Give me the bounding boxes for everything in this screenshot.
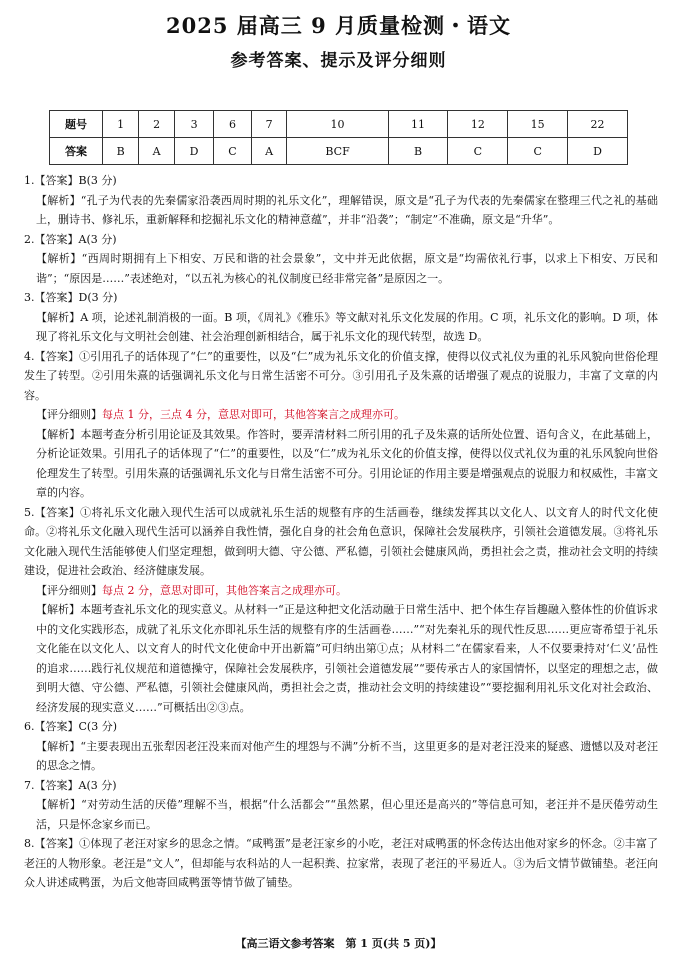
analysis-paragraph bbox=[24, 795, 658, 834]
answer-explanations bbox=[24, 171, 658, 893]
question-number: 22 bbox=[568, 111, 628, 138]
answer-line bbox=[24, 288, 658, 308]
analysis-paragraph bbox=[24, 737, 658, 776]
analysis-paragraph bbox=[24, 308, 658, 347]
question-number: 1 bbox=[103, 111, 139, 138]
paragraph-text: 8.【答案】①体现了老汪对家乡的思念之情。“咸鸭蛋”是老汪家乡的小吃，老汪对咸鸭蛋的怀念传达出他对家乡的怀念。②丰富了老汪的人物形象。老汪是“文人”，但却能与农科站的人一起积粪、拉家常，表现了老汪的平易近人。③为后文情节做铺垫。老汪向众人讲述咸鸭蛋，为后文他寄回咸鸭蛋等情节做了铺垫。 bbox=[24, 837, 658, 889]
answer-row bbox=[50, 138, 628, 165]
paragraph-text: 5.【答案】①将礼乐文化融入现代生活可以成就礼乐生活的规整有序的生活画卷，继续发挥其以文化人、以文育人的时代文化使命。②将礼乐文化融入现代生活可以涵养自我性情，强化自身的社会角色意识，保障社会发展秩序，引领社会道德发展。③将礼乐文化融入现代生活能够使人们坚定理想，做到明大德、守公德、严私德，引领社会健康风尚，勇担社会之责，推动社会文明的持续建设，促进社会政治、经济健康发展。 bbox=[24, 505, 658, 577]
scoring-note: 每点 1 分，三点 4 分，意思对即可，其他答案言之成理亦可。 bbox=[102, 408, 405, 421]
answer-line bbox=[24, 230, 658, 250]
paragraph-text: 【解析】“主要表现出五张犁因老汪没来而对他产生的埋怨与不满”分析不当，这里更多的是对老汪没来的疑惑、遗憾以及对老汪的思念之情。 bbox=[36, 739, 658, 772]
answer-cell: C bbox=[214, 138, 252, 165]
analysis-paragraph bbox=[24, 249, 658, 288]
question-number: 10 bbox=[287, 111, 388, 138]
analysis-paragraph bbox=[24, 600, 658, 717]
question-number: 12 bbox=[448, 111, 508, 138]
question-number: 7 bbox=[251, 111, 287, 138]
question-number: 2 bbox=[139, 111, 175, 138]
page-footer: 【高三语文参考答案 第 1 页(共 5 页)】 bbox=[235, 937, 442, 950]
paragraph-text: 【解析】“对劳动生活的厌倦”理解不当，根据“什么活都会”“虽然累，但心里还是高兴的”等信息可知，老汪并不是厌倦劳动生活，只是怀念家乡而已。 bbox=[36, 798, 658, 831]
answer-cell: B bbox=[388, 138, 448, 165]
paragraph-text: 4.【答案】①引用孔子的话体现了“仁”的重要性，以及“仁”成为礼乐文化的价值支撑，使得以仪式礼仪为重的礼乐风貌向世俗伦理发生了转型。②引用朱熹的话强调礼乐文化与日常生活密不可分。③引用孔子及朱熹的话增强了观点的说服力，丰富了文章的内容。 bbox=[24, 349, 658, 402]
answer-line bbox=[24, 347, 658, 406]
paragraph-text: 【评分细则】 bbox=[36, 583, 102, 597]
question-number: 3 bbox=[174, 111, 213, 138]
paragraph-text: 2.【答案】A(3 分) bbox=[24, 232, 117, 246]
scoring-rules bbox=[24, 405, 658, 425]
answer-cell: C bbox=[448, 138, 508, 165]
answer-cell: C bbox=[508, 138, 568, 165]
answer-line bbox=[24, 776, 658, 796]
row-label: 题号 bbox=[50, 111, 103, 138]
page-title: 2025 届高三 9 月质量检测・语文 bbox=[166, 13, 511, 38]
answer-cell: B bbox=[103, 138, 139, 165]
row-label: 答案 bbox=[50, 138, 103, 165]
paragraph-text: 【解析】本题考查分析引用论证及其效果。作答时，要弄清材料二所引用的孔子及朱熹的话所处位置、语句含义，在此基础上，分析论证效果。引用孔子的话体现了“仁”的重要性，以及“仁”成为礼乐文化的价值支撑，使得以仪式礼仪为重的礼乐风貌向世俗伦理发生了转型。引用朱熹的话强调礼乐文化与日常生活密不可分。引用论证的作用主要是增强观点的说服力和权威性，丰富文章的内容。 bbox=[36, 427, 658, 499]
analysis-paragraph bbox=[24, 191, 658, 230]
scoring-note: 每点 2 分，意思对即可，其他答案言之成理亦可。 bbox=[102, 583, 347, 597]
answer-cell: D bbox=[568, 138, 628, 165]
answer-line bbox=[24, 834, 658, 893]
paragraph-text: 【解析】本题考查礼乐文化的现实意义。从材料一“正是这种把文化活动融于日常生活中、把个体生存旨趣融入整体性的价值诉求中的文化实践形态，成就了礼乐文化亦即礼乐生活的规整有序的生活画卷……”“对先秦礼乐的现代性反思……更应寄希望于礼乐文化能在以文化人、以文育人的时代文化使命中开出新篇”可归纳出第①点；从材料二“在儒家看来，人不仅要秉持对‘仁义’品性的追求……践行礼仪规范和道德操守，保障社会发展秩序，引领社会道德发展”“要传承古人的家国情怀，以坚定的理想之志，做到明大德、守公德、严私德，引领社会健康风尚，勇担社会之责，推动社会文明的持续建设”“要挖掘利用礼乐文化对社会政治、经济发展的现实意义……”可概括出②③点。 bbox=[36, 603, 658, 714]
paragraph-text: 【解析】“西周时期拥有上下相安、万民和谐的社会景象”，文中并无此依据，原文是“均需依礼行事，以求上下相安、万民和谐”；“原因是……”表述绝对，“以五礼为核心的礼仪制度已经非常完备”是原因之一。 bbox=[36, 252, 658, 285]
paragraph-text: 【评分细则】 bbox=[36, 408, 102, 421]
scoring-rules bbox=[24, 581, 658, 601]
question-number: 11 bbox=[388, 111, 448, 138]
paragraph-text: 7.【答案】A(3 分) bbox=[24, 778, 117, 792]
answer-line bbox=[24, 171, 658, 191]
answer-line bbox=[24, 717, 658, 737]
answer-table bbox=[49, 110, 628, 165]
question-number: 6 bbox=[214, 111, 252, 138]
answer-line bbox=[24, 503, 658, 581]
answer-cell: D bbox=[174, 138, 213, 165]
question-number: 15 bbox=[508, 111, 568, 138]
paragraph-text: 3.【答案】D(3 分) bbox=[24, 291, 118, 304]
paragraph-text: 【解析】“孔子为代表的先秦儒家沿袭西周时期的礼乐文化”，理解错误，原文是“孔子为代表的先秦儒家在整理三代之礼的基础上，删诗书、修礼乐，重新解释和挖掘礼乐文化的精神意蕴”，并非“沿袭”；“制定”不准确，原文是“升华”。 bbox=[36, 193, 658, 226]
question-number-row bbox=[50, 111, 628, 138]
paragraph-text: 1.【答案】B(3 分) bbox=[24, 174, 117, 187]
analysis-paragraph bbox=[24, 425, 658, 503]
paragraph-text: 【解析】A 项，论述礼制消极的一面。B 项，《周礼》《雅乐》等文献对礼乐文化发展的作用。C 项，礼乐文化的影响。D 项，体现了将礼乐文化与文明社会创建、社会治理创新相结合，属于礼乐文化的现代转型，故选 D。 bbox=[36, 310, 658, 343]
page-subtitle: 参考答案、提示及评分细则 bbox=[230, 51, 447, 71]
answer-cell: A bbox=[251, 138, 287, 165]
paragraph-text: 6.【答案】C(3 分) bbox=[24, 720, 117, 733]
answer-cell: A bbox=[139, 138, 175, 165]
answer-cell: BCF bbox=[287, 138, 388, 165]
